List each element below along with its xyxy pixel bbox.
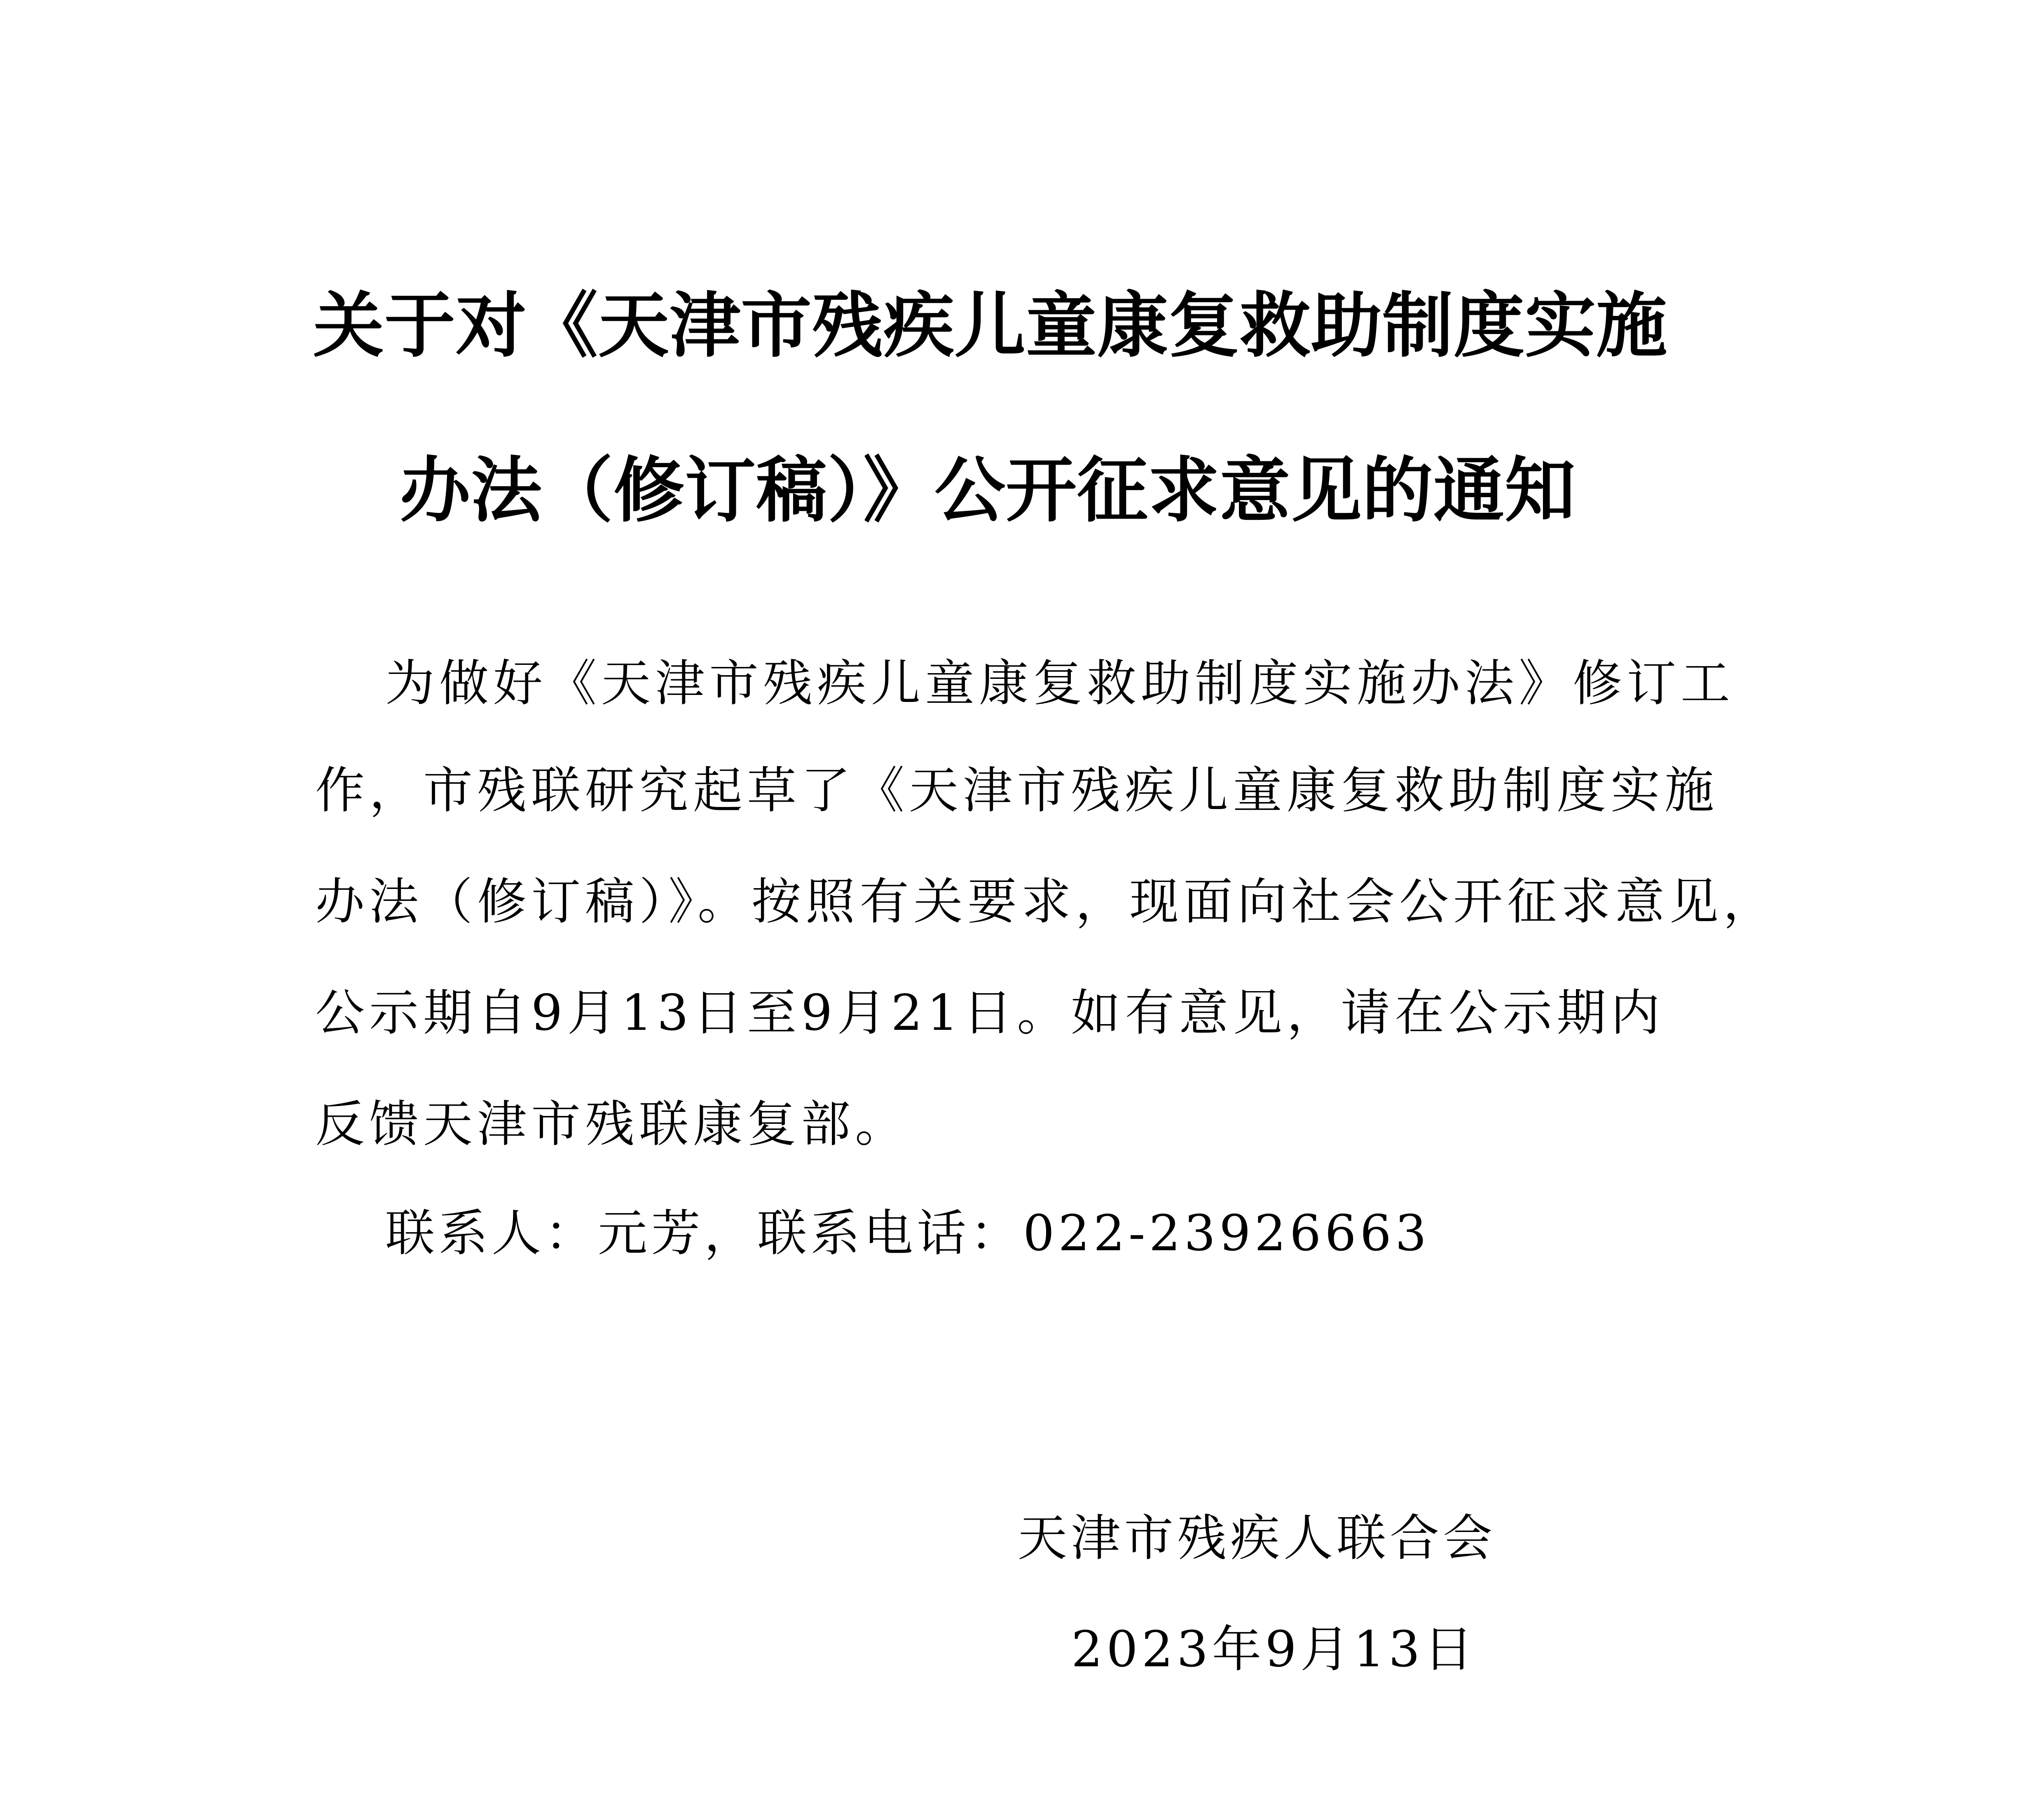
body-paragraph-line: 为做好《天津市残疾儿童康复救助制度实施办法》修订工 xyxy=(385,655,1735,712)
body-paragraph-line: 公示期自9月13日至9月21日。如有意见，请在公示期内 xyxy=(315,985,1665,1042)
contact-info: 联系人：元芳，联系电话：022-23926663 xyxy=(385,1205,1431,1262)
signature-organization: 天津市残疾人联合会 xyxy=(1018,1510,1496,1567)
body-paragraph-line: 作，市残联研究起草了《天津市残疾儿童康复救助制度实施 xyxy=(315,762,1719,819)
document-title-line-1: 关于对《天津市残疾儿童康复救助制度实施 xyxy=(313,283,1667,367)
body-paragraph-line: 反馈天津市残联康复部。 xyxy=(315,1096,909,1153)
document-title-line-2: 办法（修订稿）》公开征求意见的通知 xyxy=(400,448,1576,532)
body-paragraph-line: 办法（修订稿）》。按照有关要求，现面向社会公开征求意见， xyxy=(315,873,1777,931)
signature-date: 2023年9月13日 xyxy=(1071,1621,1477,1678)
